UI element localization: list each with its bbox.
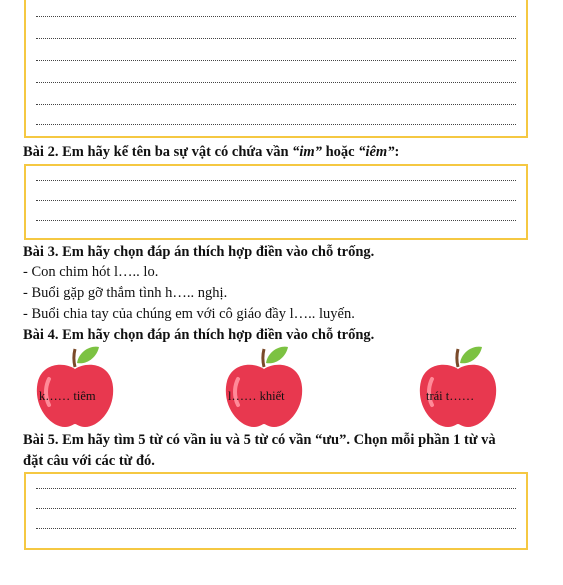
bai2-conj: hoặc (321, 144, 359, 160)
apple-3 (416, 343, 500, 429)
bai5-heading-line2: đặt câu với các từ đó. (23, 453, 155, 469)
apple-2 (222, 343, 306, 429)
bai2-title: Bài 2. Em hãy kể tên ba sự vật có chứa vần (23, 144, 293, 160)
bai2-rhyme-im: “im” (292, 144, 322, 160)
bai3-item-1: - Con chim hót l….. lo. (23, 264, 159, 280)
bai5-heading-line1: Bài 5. Em hãy tìm 5 từ có vần iu và 5 từ có vần “ưu”. Chọn mỗi phần 1 từ và (23, 432, 496, 448)
bai3-heading: Bài 3. Em hãy chọn đáp án thích hợp điền vào chỗ trống. (23, 244, 375, 260)
dotted-line (36, 180, 516, 181)
dotted-line (36, 38, 516, 39)
answer-box-1[interactable] (24, 0, 528, 138)
bai2-rhyme-iem: “iêm” (358, 144, 395, 160)
bai2-heading (23, 143, 399, 161)
apple-1-label: k…… tiêm (39, 389, 96, 403)
apple-2-label: l…… khiết (228, 389, 285, 403)
dotted-line (36, 104, 516, 105)
dotted-line (36, 82, 516, 83)
dotted-line (36, 488, 516, 489)
answer-box-5[interactable] (24, 472, 528, 550)
dotted-line (36, 16, 516, 17)
bai3-item-3: - Buổi chia tay của chúng em với cô giáo đầy l….. luyến. (23, 306, 355, 322)
dotted-line (36, 124, 516, 125)
bai4-heading: Bài 4. Em hãy chọn đáp án thích hợp điền vào chỗ trống. (23, 327, 375, 343)
bai3-item-2: - Buổi gặp gỡ thắm tình h….. nghị. (23, 285, 228, 301)
dotted-line (36, 508, 516, 509)
apple-3-label: trái t…… (426, 389, 475, 403)
dotted-line (36, 200, 516, 201)
dotted-line (36, 60, 516, 61)
dotted-line (36, 220, 516, 221)
apple-icon (33, 343, 117, 429)
apple-1 (33, 343, 117, 429)
apple-icon (416, 343, 500, 429)
apple-icon (222, 343, 306, 429)
bai2-colon: : (394, 144, 400, 160)
answer-box-2[interactable] (24, 164, 528, 240)
dotted-line (36, 528, 516, 529)
